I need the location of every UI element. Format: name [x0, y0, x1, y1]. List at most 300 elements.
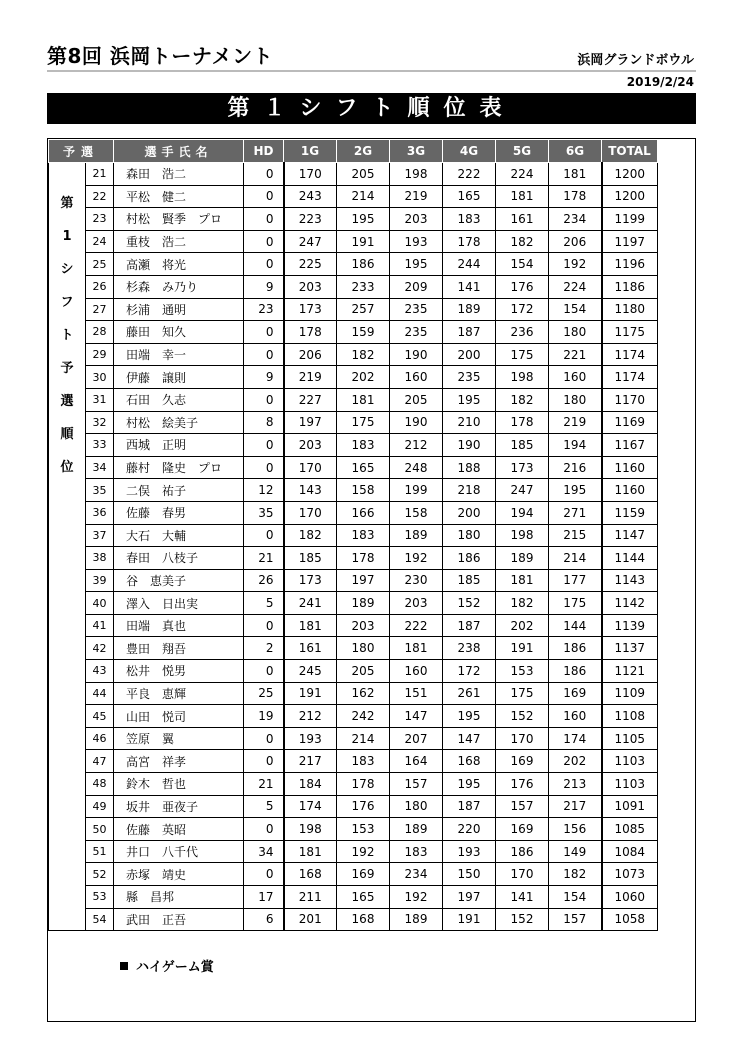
table-row: [49, 547, 658, 570]
game-score: 183: [337, 750, 390, 773]
player-name: 高瀬 将光: [114, 253, 244, 276]
player-name: 春田 八枝子: [114, 547, 244, 570]
rank-number: 53: [86, 886, 114, 909]
rank-number: 50: [86, 818, 114, 841]
game-score: 183: [337, 524, 390, 547]
table-row: [49, 163, 658, 186]
total-score: 1060: [602, 886, 658, 909]
total-score: 1180: [602, 298, 658, 321]
game-score: 160: [549, 366, 602, 389]
game-score: 191: [443, 908, 496, 931]
game-score: 191: [496, 637, 549, 660]
table-row: [49, 840, 658, 863]
game-score: 158: [390, 501, 443, 524]
handicap: 34: [244, 840, 284, 863]
side-label-char: フ: [60, 295, 74, 310]
game-score: 186: [549, 660, 602, 683]
game-score: 156: [549, 818, 602, 841]
game-score: 177: [549, 569, 602, 592]
table-row: [49, 479, 658, 502]
rank-number: 43: [86, 660, 114, 683]
game-score: 192: [337, 840, 390, 863]
handicap: 26: [244, 569, 284, 592]
handicap: 0: [244, 321, 284, 344]
handicap: 0: [244, 727, 284, 750]
table-row: [49, 343, 658, 366]
player-name: 豊田 翔吾: [114, 637, 244, 660]
ranking-table: [48, 139, 658, 931]
game-score: 247: [496, 479, 549, 502]
game-score: 217: [284, 750, 337, 773]
total-score: 1139: [602, 614, 658, 637]
side-label-char: 選: [60, 394, 74, 409]
game-score: 195: [337, 208, 390, 231]
game-score: 152: [496, 908, 549, 931]
game-score: 197: [284, 411, 337, 434]
side-label-char: 予: [60, 361, 74, 376]
game-score: 203: [284, 275, 337, 298]
table-row: [49, 637, 658, 660]
player-name: 平良 恵輝: [114, 682, 244, 705]
rank-number: 23: [86, 208, 114, 231]
table-row: [49, 682, 658, 705]
header-5g: 5G: [496, 140, 549, 163]
game-score: 220: [443, 818, 496, 841]
total-score: 1084: [602, 840, 658, 863]
game-score: 182: [496, 230, 549, 253]
game-score: 203: [337, 614, 390, 637]
game-score: 217: [549, 795, 602, 818]
total-score: 1186: [602, 275, 658, 298]
game-score: 170: [284, 163, 337, 186]
game-score: 178: [337, 773, 390, 796]
table-row: [49, 230, 658, 253]
rank-number: 28: [86, 321, 114, 344]
table-header-row: [49, 140, 658, 163]
game-score: 187: [443, 614, 496, 637]
handicap: 5: [244, 795, 284, 818]
header-6g: 6G: [549, 140, 602, 163]
rank-number: 34: [86, 456, 114, 479]
player-name: 谷 恵美子: [114, 569, 244, 592]
player-name: 鈴木 哲也: [114, 773, 244, 796]
first-shift-qualifying-label: [49, 163, 86, 931]
game-score: 213: [549, 773, 602, 796]
game-score: 180: [390, 795, 443, 818]
game-score: 194: [496, 501, 549, 524]
game-score: 195: [443, 388, 496, 411]
venue-name: 浜岡グランドボウル: [577, 53, 694, 68]
total-score: 1170: [602, 388, 658, 411]
table-row: [49, 886, 658, 909]
total-score: 1174: [602, 366, 658, 389]
rank-number: 41: [86, 614, 114, 637]
player-name: 松井 悦男: [114, 660, 244, 683]
rank-number: 35: [86, 479, 114, 502]
game-score: 182: [337, 343, 390, 366]
handicap: 21: [244, 547, 284, 570]
player-name: 坂井 亜夜子: [114, 795, 244, 818]
game-score: 160: [390, 660, 443, 683]
game-score: 182: [549, 863, 602, 886]
game-score: 174: [549, 727, 602, 750]
game-score: 185: [443, 569, 496, 592]
table-row: [49, 524, 658, 547]
table-row: [49, 501, 658, 524]
game-score: 168: [443, 750, 496, 773]
game-score: 233: [337, 275, 390, 298]
game-score: 189: [496, 547, 549, 570]
total-score: 1091: [602, 795, 658, 818]
game-score: 197: [337, 569, 390, 592]
player-name: 西城 正明: [114, 434, 244, 457]
side-label-char: 1: [62, 229, 72, 244]
high-game-award: [120, 956, 214, 975]
square-bullet-icon: [120, 962, 128, 970]
game-score: 154: [549, 886, 602, 909]
game-score: 234: [549, 208, 602, 231]
game-score: 202: [549, 750, 602, 773]
game-score: 182: [496, 592, 549, 615]
game-score: 150: [443, 863, 496, 886]
total-score: 1200: [602, 185, 658, 208]
player-name: 井口 八千代: [114, 840, 244, 863]
game-score: 198: [390, 163, 443, 186]
game-score: 216: [549, 456, 602, 479]
player-name: 佐藤 春男: [114, 501, 244, 524]
game-score: 173: [496, 456, 549, 479]
handicap: 0: [244, 660, 284, 683]
table-row: [49, 321, 658, 344]
game-score: 176: [496, 275, 549, 298]
game-score: 212: [284, 705, 337, 728]
handicap: 9: [244, 275, 284, 298]
player-name: 平松 健二: [114, 185, 244, 208]
player-name: 重枝 浩二: [114, 230, 244, 253]
header-1g: 1G: [284, 140, 337, 163]
game-score: 190: [443, 434, 496, 457]
total-score: 1073: [602, 863, 658, 886]
game-score: 211: [284, 886, 337, 909]
handicap: 19: [244, 705, 284, 728]
handicap: 0: [244, 253, 284, 276]
game-score: 164: [390, 750, 443, 773]
game-score: 195: [549, 479, 602, 502]
tournament-title: 第8回 浜岡トーナメント: [47, 44, 274, 68]
total-score: 1144: [602, 547, 658, 570]
game-score: 193: [284, 727, 337, 750]
table-row: [49, 388, 658, 411]
game-score: 235: [443, 366, 496, 389]
player-name: 二俣 祐子: [114, 479, 244, 502]
game-score: 180: [549, 388, 602, 411]
game-score: 194: [549, 434, 602, 457]
game-score: 247: [284, 230, 337, 253]
game-score: 245: [284, 660, 337, 683]
game-score: 172: [443, 660, 496, 683]
table-row: [49, 275, 658, 298]
total-score: 1196: [602, 253, 658, 276]
table-row: [49, 253, 658, 276]
player-name: 森田 浩二: [114, 163, 244, 186]
game-score: 225: [284, 253, 337, 276]
player-name: 縣 昌邦: [114, 886, 244, 909]
game-score: 166: [337, 501, 390, 524]
game-score: 195: [443, 773, 496, 796]
game-score: 227: [284, 388, 337, 411]
table-row: [49, 660, 658, 683]
game-score: 178: [496, 411, 549, 434]
game-score: 230: [390, 569, 443, 592]
total-score: 1175: [602, 321, 658, 344]
game-score: 183: [443, 208, 496, 231]
player-name: 山田 悦司: [114, 705, 244, 728]
game-score: 189: [443, 298, 496, 321]
handicap: 9: [244, 366, 284, 389]
game-score: 161: [284, 637, 337, 660]
game-score: 214: [549, 547, 602, 570]
game-score: 170: [496, 863, 549, 886]
game-score: 149: [549, 840, 602, 863]
table-row: [49, 366, 658, 389]
game-score: 198: [284, 818, 337, 841]
rank-number: 49: [86, 795, 114, 818]
game-score: 242: [337, 705, 390, 728]
rank-number: 40: [86, 592, 114, 615]
table-row: [49, 434, 658, 457]
game-score: 169: [337, 863, 390, 886]
player-name: 高宮 祥孝: [114, 750, 244, 773]
rank-number: 51: [86, 840, 114, 863]
game-score: 243: [284, 185, 337, 208]
game-score: 221: [549, 343, 602, 366]
total-score: 1147: [602, 524, 658, 547]
table-row: [49, 773, 658, 796]
game-score: 187: [443, 795, 496, 818]
game-score: 181: [549, 163, 602, 186]
table-row: [49, 569, 658, 592]
game-score: 160: [549, 705, 602, 728]
game-score: 186: [496, 840, 549, 863]
game-score: 181: [284, 614, 337, 637]
handicap: 21: [244, 773, 284, 796]
game-score: 199: [390, 479, 443, 502]
game-score: 188: [443, 456, 496, 479]
game-score: 200: [443, 501, 496, 524]
game-score: 189: [337, 592, 390, 615]
game-score: 183: [390, 840, 443, 863]
game-score: 192: [390, 886, 443, 909]
game-score: 159: [337, 321, 390, 344]
table-row: [49, 614, 658, 637]
game-score: 207: [390, 727, 443, 750]
total-score: 1197: [602, 230, 658, 253]
game-score: 169: [549, 682, 602, 705]
rank-number: 26: [86, 275, 114, 298]
game-score: 214: [337, 727, 390, 750]
game-score: 170: [284, 456, 337, 479]
game-score: 191: [337, 230, 390, 253]
game-score: 185: [284, 547, 337, 570]
game-score: 170: [496, 727, 549, 750]
rank-number: 45: [86, 705, 114, 728]
player-name: 杉浦 通明: [114, 298, 244, 321]
game-score: 153: [337, 818, 390, 841]
game-score: 186: [337, 253, 390, 276]
total-score: 1159: [602, 501, 658, 524]
game-score: 205: [337, 660, 390, 683]
game-score: 143: [284, 479, 337, 502]
handicap: 8: [244, 411, 284, 434]
game-score: 235: [390, 298, 443, 321]
total-score: 1143: [602, 569, 658, 592]
rank-number: 42: [86, 637, 114, 660]
game-score: 178: [443, 230, 496, 253]
handicap: 6: [244, 908, 284, 931]
game-score: 248: [390, 456, 443, 479]
handicap: 23: [244, 298, 284, 321]
game-score: 224: [549, 275, 602, 298]
player-name: 武田 正吾: [114, 908, 244, 931]
game-score: 202: [496, 614, 549, 637]
game-score: 201: [284, 908, 337, 931]
rank-number: 32: [86, 411, 114, 434]
total-score: 1174: [602, 343, 658, 366]
game-score: 271: [549, 501, 602, 524]
game-score: 241: [284, 592, 337, 615]
game-score: 173: [284, 569, 337, 592]
handicap: 0: [244, 750, 284, 773]
game-score: 175: [496, 343, 549, 366]
game-score: 202: [337, 366, 390, 389]
handicap: 0: [244, 230, 284, 253]
table-row: [49, 298, 658, 321]
game-score: 158: [337, 479, 390, 502]
game-score: 219: [284, 366, 337, 389]
game-score: 200: [443, 343, 496, 366]
game-score: 224: [496, 163, 549, 186]
game-score: 157: [390, 773, 443, 796]
game-score: 197: [443, 886, 496, 909]
game-score: 169: [496, 818, 549, 841]
player-name: 杉森 み乃り: [114, 275, 244, 298]
game-score: 153: [496, 660, 549, 683]
game-score: 178: [337, 547, 390, 570]
rank-number: 37: [86, 524, 114, 547]
header-qualifying: 予選: [49, 140, 114, 163]
header-player-name: 選手氏名: [114, 140, 244, 163]
game-score: 175: [337, 411, 390, 434]
table-row: [49, 863, 658, 886]
total-score: 1160: [602, 456, 658, 479]
table-row: [49, 185, 658, 208]
handicap: 0: [244, 434, 284, 457]
game-score: 168: [284, 863, 337, 886]
game-score: 144: [549, 614, 602, 637]
side-label-char: 順: [60, 427, 74, 442]
header-2g: 2G: [337, 140, 390, 163]
game-score: 187: [443, 321, 496, 344]
game-score: 141: [443, 275, 496, 298]
rank-number: 54: [86, 908, 114, 931]
game-score: 215: [549, 524, 602, 547]
game-score: 180: [337, 637, 390, 660]
handicap: 0: [244, 343, 284, 366]
game-score: 147: [390, 705, 443, 728]
header-divider: [47, 70, 696, 72]
game-score: 157: [549, 908, 602, 931]
header-total: TOTAL: [602, 140, 658, 163]
game-score: 222: [443, 163, 496, 186]
game-score: 183: [337, 434, 390, 457]
total-score: 1103: [602, 773, 658, 796]
handicap: 0: [244, 614, 284, 637]
rank-number: 38: [86, 547, 114, 570]
game-score: 189: [390, 908, 443, 931]
side-label-char: ト: [60, 328, 74, 343]
total-score: 1199: [602, 208, 658, 231]
player-name: 藤田 知久: [114, 321, 244, 344]
handicap: 2: [244, 637, 284, 660]
game-score: 190: [390, 411, 443, 434]
game-score: 198: [496, 524, 549, 547]
game-score: 238: [443, 637, 496, 660]
game-score: 180: [443, 524, 496, 547]
ranking-body: [49, 163, 658, 931]
table-row: [49, 592, 658, 615]
game-score: 172: [496, 298, 549, 321]
game-score: 222: [390, 614, 443, 637]
game-score: 191: [284, 682, 337, 705]
event-date: 2019/2/24: [626, 75, 694, 89]
player-name: 伊藤 譲則: [114, 366, 244, 389]
game-score: 206: [284, 343, 337, 366]
total-score: 1167: [602, 434, 658, 457]
game-score: 192: [549, 253, 602, 276]
game-score: 219: [549, 411, 602, 434]
rank-number: 27: [86, 298, 114, 321]
game-score: 154: [496, 253, 549, 276]
table-row: [49, 411, 658, 434]
handicap: 5: [244, 592, 284, 615]
rank-number: 36: [86, 501, 114, 524]
rank-number: 39: [86, 569, 114, 592]
total-score: 1137: [602, 637, 658, 660]
player-name: 藤村 隆史 プロ: [114, 456, 244, 479]
total-score: 1105: [602, 727, 658, 750]
game-score: 161: [496, 208, 549, 231]
game-score: 175: [496, 682, 549, 705]
game-score: 168: [337, 908, 390, 931]
rank-number: 48: [86, 773, 114, 796]
rank-number: 25: [86, 253, 114, 276]
game-score: 185: [496, 434, 549, 457]
game-score: 198: [496, 366, 549, 389]
rank-number: 44: [86, 682, 114, 705]
game-score: 176: [496, 773, 549, 796]
player-name: 澤入 日出実: [114, 592, 244, 615]
high-game-award-label: ハイゲーム賞: [136, 960, 214, 975]
game-score: 184: [284, 773, 337, 796]
game-score: 257: [337, 298, 390, 321]
total-score: 1169: [602, 411, 658, 434]
game-score: 152: [443, 592, 496, 615]
handicap: 0: [244, 185, 284, 208]
player-name: 村松 賢季 プロ: [114, 208, 244, 231]
game-score: 223: [284, 208, 337, 231]
player-name: 村松 絵美子: [114, 411, 244, 434]
game-score: 162: [337, 682, 390, 705]
